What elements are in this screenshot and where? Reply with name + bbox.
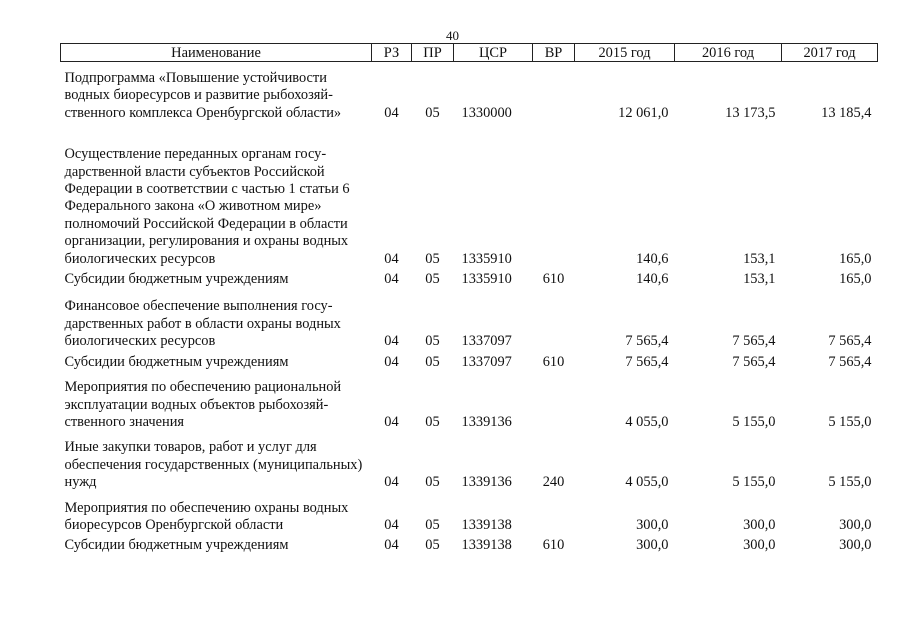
row-name: Субсидии бюджетным учреждениям — [64, 353, 289, 370]
row-vr — [533, 371, 575, 431]
table-row — [61, 122, 878, 268]
row-2017: 165,0 — [839, 271, 872, 288]
row-2017: 7 565,4 — [828, 353, 872, 370]
table-header-row — [61, 44, 878, 62]
row-2015: 4 055,0 — [625, 413, 669, 430]
row-name: Мероприятия по обеспечению рациональной эксплуатации водных объектов рыбохозяйственного значения — [64, 379, 342, 430]
table-row — [61, 351, 878, 371]
row-rz: 04 — [384, 250, 399, 267]
row-2016: 300,0 — [743, 537, 776, 554]
row-pr: 05 — [425, 271, 440, 288]
row-pr: 05 — [425, 537, 440, 554]
row-2016: 7 565,4 — [732, 353, 776, 370]
table-row — [61, 371, 878, 431]
header-csr: ЦСР — [454, 44, 533, 62]
row-csr: 1339138 — [461, 516, 512, 533]
header-name: Наименование — [61, 44, 372, 62]
row-2016: 13 173,5 — [725, 104, 776, 121]
row-2015: 300,0 — [636, 516, 669, 533]
header-2015: 2015 год — [575, 44, 675, 62]
row-vr — [533, 122, 575, 268]
row-2015: 140,6 — [636, 271, 669, 288]
row-2016: 5 155,0 — [732, 474, 776, 491]
row-vr — [533, 62, 575, 123]
row-2015: 4 055,0 — [625, 474, 669, 491]
budget-table — [60, 43, 878, 555]
row-csr: 1337097 — [461, 353, 512, 370]
row-name: Осуществление переданных органам государственной власти субъектов Российской Федерации в соответствии с частью 1 статьи 6 Федерального закона «О животном мире» полномочий Российской Федерации в области организации, регулирования и охраны водных биологических ресурсов — [64, 146, 350, 267]
table-row — [61, 268, 878, 288]
row-vr: 610 — [542, 271, 565, 288]
row-vr: 610 — [542, 537, 565, 554]
row-csr: 1339136 — [461, 474, 512, 491]
page-number: 40 — [446, 28, 459, 43]
row-2016: 153,1 — [743, 271, 776, 288]
row-name: Субсидии бюджетным учреждениям — [64, 271, 289, 288]
row-rz: 04 — [384, 333, 399, 350]
row-2017: 300,0 — [839, 537, 872, 554]
table-row — [61, 62, 878, 123]
header-vr: ВР — [533, 44, 575, 62]
table-row — [61, 492, 878, 535]
row-2017: 7 565,4 — [828, 333, 872, 350]
row-2016: 5 155,0 — [732, 413, 776, 430]
row-2015: 140,6 — [636, 250, 669, 267]
row-rz: 04 — [384, 413, 399, 430]
row-csr: 1335910 — [461, 271, 512, 288]
row-2017: 300,0 — [839, 516, 872, 533]
row-pr: 05 — [425, 250, 440, 267]
row-rz: 04 — [384, 474, 399, 491]
row-2015: 7 565,4 — [625, 333, 669, 350]
row-csr: 1337097 — [461, 333, 512, 350]
header-rz: РЗ — [372, 44, 412, 62]
row-csr: 1330000 — [461, 104, 512, 121]
row-2016: 300,0 — [743, 516, 776, 533]
row-vr — [533, 492, 575, 535]
row-csr: 1339136 — [461, 413, 512, 430]
row-name: Субсидии бюджетным учреждениям — [64, 537, 289, 554]
row-csr: 1339138 — [461, 537, 512, 554]
header-2016: 2016 год — [675, 44, 782, 62]
row-2015: 7 565,4 — [625, 353, 669, 370]
row-rz: 04 — [384, 537, 399, 554]
row-2017: 5 155,0 — [828, 474, 872, 491]
row-name: Мероприятия по обеспечению охраны водных биоресурсов Оренбургской области — [64, 499, 349, 533]
row-rz: 04 — [384, 104, 399, 121]
table-row — [61, 288, 878, 350]
row-name: Финансовое обеспечение выполнения государственных работ в области охраны водных биологических ресурсов — [64, 298, 341, 350]
row-2016: 7 565,4 — [732, 333, 776, 350]
row-vr: 610 — [542, 353, 565, 370]
row-pr: 05 — [425, 516, 440, 533]
row-name: Подпрограмма «Повышение устойчивости водных биоресурсов и развитие рыбохозяйственного комплекса Оренбургской области» — [64, 70, 342, 121]
row-pr: 05 — [425, 413, 440, 430]
row-vr — [533, 288, 575, 350]
table-row — [61, 431, 878, 491]
row-2017: 165,0 — [839, 250, 872, 267]
row-vr: 240 — [542, 474, 565, 491]
row-rz: 04 — [384, 516, 399, 533]
row-2017: 13 185,4 — [821, 104, 872, 121]
table-row — [61, 534, 878, 554]
row-rz: 04 — [384, 353, 399, 370]
row-2015: 12 061,0 — [618, 104, 669, 121]
header-2017: 2017 год — [782, 44, 878, 62]
row-2016: 153,1 — [743, 250, 776, 267]
row-pr: 05 — [425, 353, 440, 370]
row-name: Иные закупки товаров, работ и услуг для обеспечения государственных (муниципальных) нужд — [64, 439, 363, 491]
row-pr: 05 — [425, 104, 440, 121]
row-rz: 04 — [384, 271, 399, 288]
header-pr: ПР — [412, 44, 454, 62]
row-pr: 05 — [425, 333, 440, 350]
row-pr: 05 — [425, 474, 440, 491]
row-2017: 5 155,0 — [828, 413, 872, 430]
row-csr: 1335910 — [461, 250, 512, 267]
row-2015: 300,0 — [636, 537, 669, 554]
